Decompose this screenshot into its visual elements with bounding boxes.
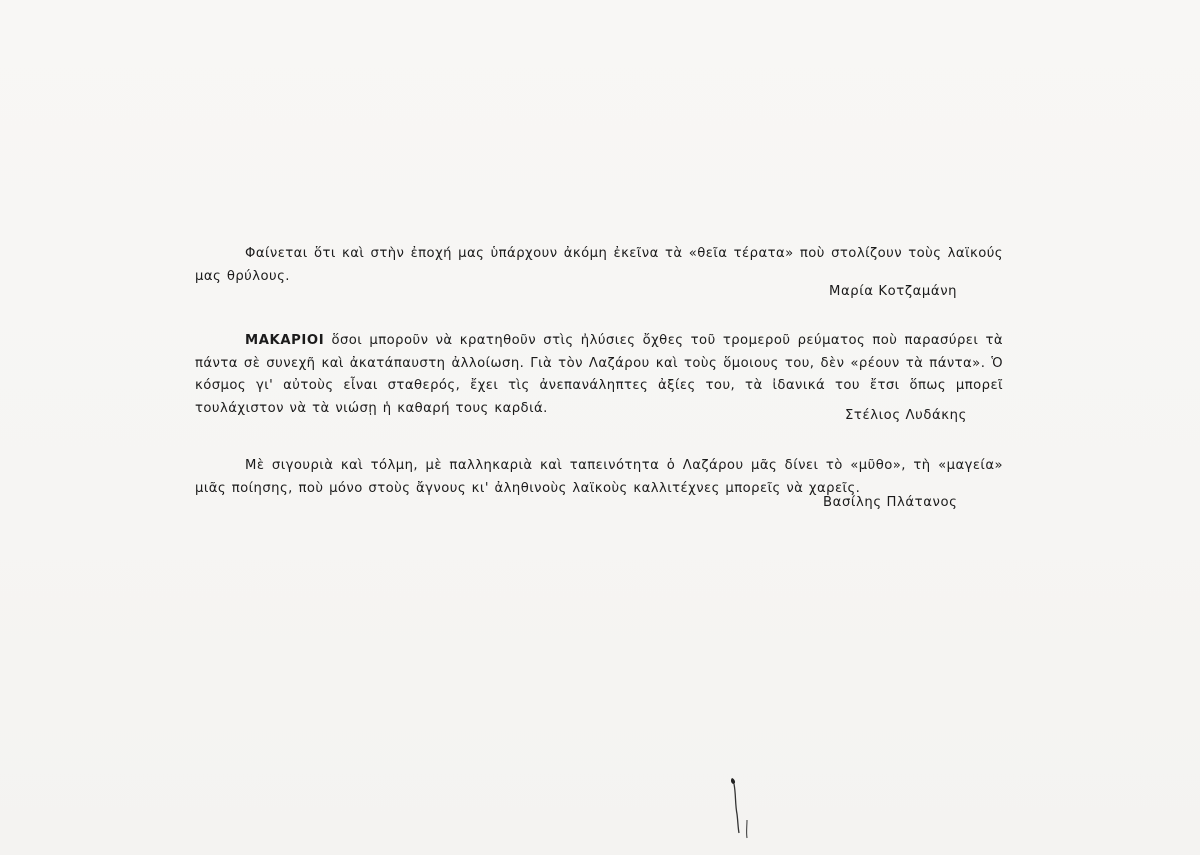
author-kotzamani: Μαρία Κοτζαμάνη [829, 284, 958, 299]
quote-paragraph [195, 330, 1003, 420]
quote-lead-word: ΜΑΚΑΡΙΟΙ [245, 333, 325, 348]
quote-text: Φαίνεται ὅτι καὶ στὴν ἐποχή μας ὑπάρχουν ἀκόμη ἐκεῖνα τὰ «θεῖα τέρατα» ποὺ στολίζουν τοὺς λαϊκούς μας θρύλους. [195, 246, 1003, 284]
quote-text: Μὲ σιγουριὰ καὶ τόλμη, μὲ παλληκαριὰ καὶ ταπεινότητα ὁ Λαζάρου μᾶς δίνει τὸ «μῦθο», τὴ «μαγεία» μιᾶς ποίησης, ποὺ μόνο στοὺς ἄγνους κι' ἀληθινοὺς λαϊκοὺς καλλιτέχνες μπορεῖς νὰ χαρεῖς. [195, 458, 1003, 496]
quote-platanos [195, 455, 1003, 500]
quote-lydakis [195, 330, 1003, 420]
ink-mark [722, 770, 762, 840]
author-platanos: Βασίλης Πλάτανος [823, 495, 958, 510]
quote-kotzamani [195, 243, 1003, 288]
author-lydakis: Στέλιος Λυδάκης [845, 408, 967, 423]
quote-text: ὅσοι μποροῦν νὰ κρατηθοῦν στὶς ἠλύσιες ὄχθες τοῦ τρομεροῦ ρεύματος ποὺ παρασύρει τὰ πάντα σὲ συνεχῆ καὶ ἀκατάπαυστη ἀλλοίωση. Γιὰ τὸν Λαζάρου καὶ τοὺς ὅμοιους του, δὲν «ρέουν τὰ πάντα». Ὁ κόσμος γι' αὐτοὺς εἶναι σταθερός, ἔχει τὶς ἀνεπανάληπτες ἀξίες του, τὰ ἰδανικά του ἔτσι ὅπως μπορεῖ τουλάχιστον νὰ τὰ νιώσῃ ἡ καθαρή τους καρδιά. [195, 333, 1003, 416]
